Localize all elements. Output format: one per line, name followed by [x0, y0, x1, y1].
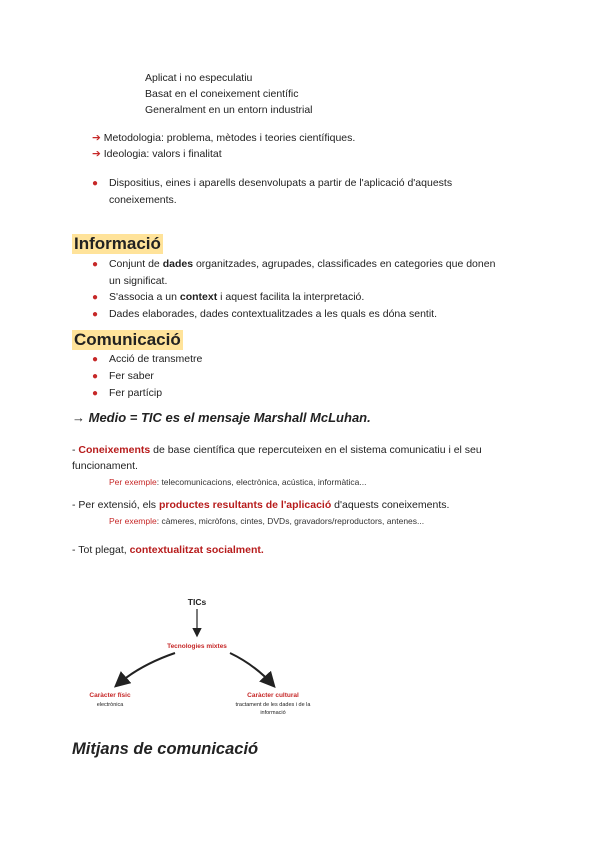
p2-example	[72, 513, 542, 529]
intro-line-2: Basat en el coneixement científic	[145, 88, 299, 100]
arrow-item	[92, 130, 355, 146]
list-item	[92, 256, 532, 289]
devices-line-2: coneixements.	[109, 194, 177, 206]
arrow-list	[92, 130, 355, 162]
p2-example-label: Per exemple	[109, 516, 157, 526]
list-item	[92, 289, 532, 306]
list-item	[92, 351, 202, 368]
intro-line-3: Generalment en un entorn industrial	[145, 104, 313, 116]
diagram-right-sub-2: informació	[260, 710, 286, 716]
informacio-heading: Informació	[74, 234, 161, 253]
bullet-icon: ●	[92, 178, 99, 189]
p1-example	[72, 474, 532, 490]
informacio-list	[92, 256, 532, 323]
p1-bold: Coneixements	[78, 444, 151, 456]
tics-diagram	[65, 585, 345, 725]
list-item	[92, 306, 532, 323]
p2-pre: - Per extensió, els	[72, 499, 159, 511]
info-item-1-line2: un significat.	[109, 275, 168, 287]
com-item-3: Fer partícip	[108, 387, 163, 399]
p1-line2: funcionament.	[72, 460, 138, 472]
info-item-2-post: i aquest facilita la interpretació.	[217, 291, 365, 303]
paragraph-3	[72, 542, 264, 558]
info-item-1-post: organitzades, agrupades, classificades en categories que donen	[193, 258, 496, 270]
p3-pre: - Tot plegat,	[72, 544, 130, 556]
devices-item	[92, 175, 522, 208]
diagram-middle-label: Tecnologies mixtes	[167, 643, 227, 650]
p1-rest: de base científica que repercuteixen en el sistema comunicatiu i el seu	[150, 444, 482, 456]
com-item-1: Acció de transmetre	[108, 353, 203, 365]
bullet-icon: ●	[92, 292, 99, 303]
arrow-item	[92, 146, 355, 162]
intro-block	[145, 70, 313, 118]
diagram-left-sub: electrònica	[96, 702, 124, 708]
paragraph-1	[72, 442, 532, 490]
info-item-2-bold: context	[179, 291, 218, 303]
p1-example-text: : telecomunicacions, electrònica, acústica, informàtica...	[156, 477, 367, 487]
arrow-item-text: Ideologia: valors i finalitat	[103, 148, 222, 160]
p1-dash: -	[72, 444, 79, 456]
diagram-right-title: Caràcter cultural	[247, 692, 299, 699]
p2-example-text: : càmeres, micròfons, cintes, DVDs, gravadors/reproductors, antenes...	[156, 516, 425, 526]
comunicacio-list	[92, 351, 202, 402]
p3-bold: contextualitzat socialment.	[129, 544, 264, 556]
com-item-2: Fer saber	[108, 370, 154, 382]
bullet-icon: ●	[92, 354, 99, 365]
bullet-icon: ●	[92, 371, 99, 382]
devices-line-1: Dispositius, eines i aparells desenvolupats a partir de l'aplicació d'aquests	[108, 177, 453, 189]
list-item	[92, 385, 202, 402]
diagram-arrow-right	[230, 653, 273, 685]
p2-bold: productes resultants de l'aplicació	[158, 499, 332, 511]
mitjans-heading: Mitjans de comunicació	[72, 740, 259, 758]
diagram-arrow-left	[117, 653, 175, 685]
bullet-icon: ●	[92, 388, 99, 399]
comunicacio-heading: Comunicació	[74, 330, 181, 349]
list-item	[92, 368, 202, 385]
bullet-icon: ●	[92, 309, 99, 320]
info-item-1-pre: Conjunt de	[108, 258, 163, 270]
diagram-left-title: Caràcter físic	[89, 692, 131, 699]
right-arrow-icon: ➔	[92, 148, 101, 160]
info-item-2-pre: S'associa a un	[108, 291, 180, 303]
bullet-icon: ●	[92, 259, 99, 270]
arrow-item-text: Metodologia: problema, mètodes i teories científiques.	[103, 132, 356, 144]
mcluhan-quote: → Medio = TIC es el mensaje Marshall McLuhan.	[72, 410, 371, 425]
info-item-3: Dades elaborades, dades contextualitzades a les quals es dóna sentit.	[108, 308, 438, 320]
diagram-top-label: TICs	[187, 597, 207, 607]
p2-rest: d'aquests coneixements.	[331, 499, 450, 511]
right-arrow-icon: ➔	[92, 132, 101, 144]
intro-line-1: Aplicat i no especulatiu	[145, 72, 253, 84]
p1-example-label: Per exemple	[109, 477, 157, 487]
diagram-right-sub-1: tractament de les dades i de la	[235, 702, 311, 708]
info-item-1-bold: dades	[162, 258, 194, 270]
paragraph-2	[72, 497, 542, 529]
